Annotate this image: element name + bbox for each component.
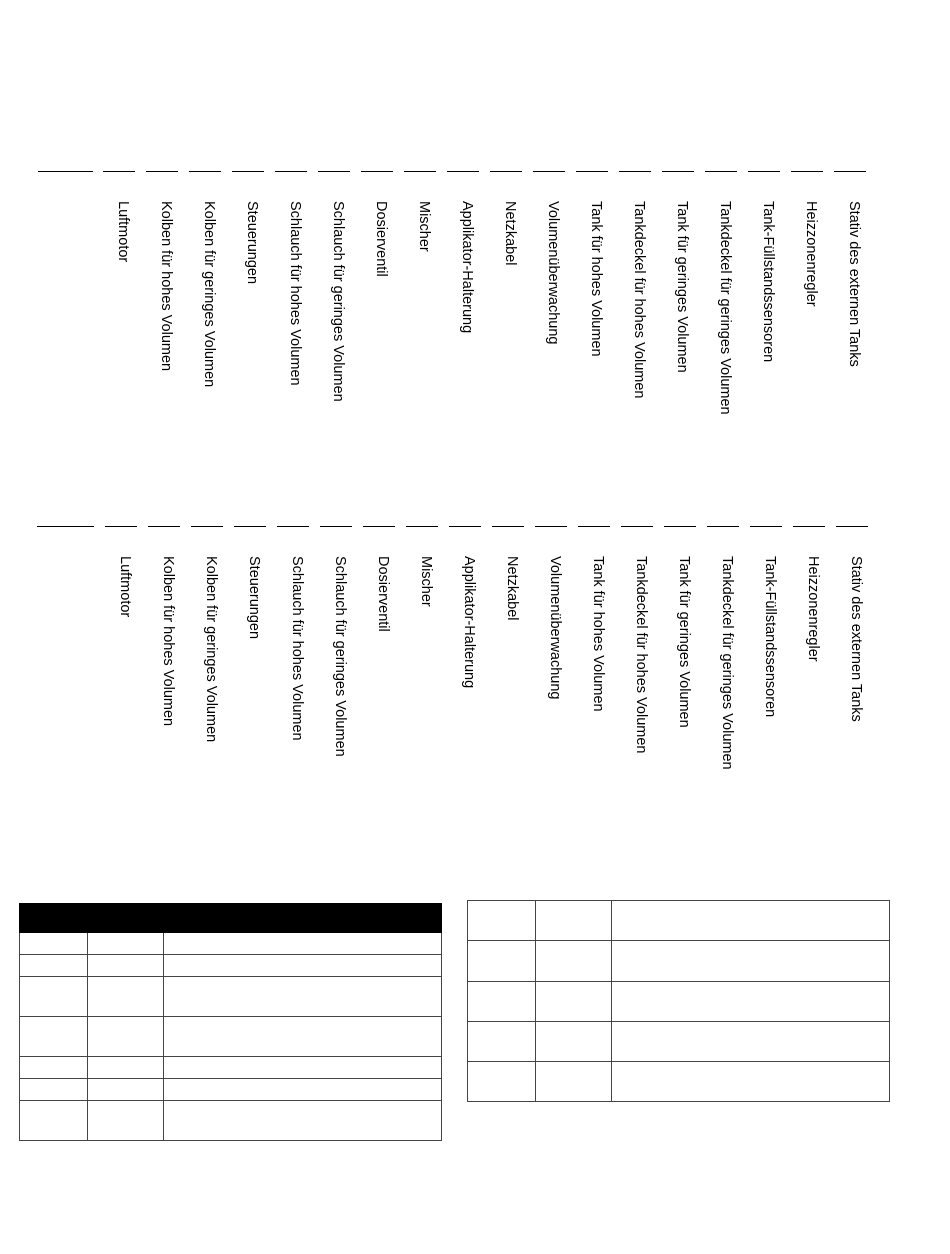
header-cell	[164, 904, 442, 933]
part-label: Schlauch für hohes Volumen	[289, 556, 305, 741]
part-label: Schlauch für geringes Volumen	[330, 201, 346, 402]
part-label: Tank für geringes Volumen	[674, 201, 690, 373]
blank-line	[447, 171, 479, 172]
blank-line	[189, 171, 221, 172]
table-cell	[88, 1079, 164, 1101]
blank-line	[834, 171, 866, 172]
blank-line	[320, 526, 352, 527]
table-cell	[88, 1101, 164, 1141]
table-cell	[20, 933, 88, 955]
part-label: Tank für hohes Volumen	[590, 556, 606, 712]
table-cell	[612, 1062, 890, 1102]
table-cell	[468, 982, 536, 1022]
table-cell	[468, 1062, 536, 1102]
table-row	[20, 955, 442, 977]
table-cell	[20, 1079, 88, 1101]
table-cell	[612, 982, 890, 1022]
part-label: Tankdeckel für geringes Volumen	[717, 201, 733, 415]
table-cell	[20, 955, 88, 977]
table-cell	[164, 1079, 442, 1101]
blank-line	[363, 526, 395, 527]
table-row	[20, 1101, 442, 1141]
part-label: Tankdeckel für hohes Volumen	[631, 201, 647, 399]
table-cell	[20, 977, 88, 1017]
part-label: Luftmotor	[115, 201, 131, 263]
blank-line	[275, 171, 307, 172]
part-label: Kolben für hohes Volumen	[160, 556, 176, 727]
table-cell	[20, 1101, 88, 1141]
table-cell	[88, 977, 164, 1017]
part-label: Heizzonenregler	[803, 201, 819, 307]
blank-line	[318, 171, 350, 172]
blank-line	[191, 526, 223, 527]
table-cell	[536, 1062, 612, 1102]
blank-line	[578, 526, 610, 527]
blank-line	[748, 171, 780, 172]
table-cell	[20, 1057, 88, 1079]
part-label: Mischer	[416, 201, 432, 252]
part-label: Tank-Füllstandssensoren	[762, 556, 778, 718]
empty-table-right	[467, 900, 890, 1102]
part-label: Dosierventil	[373, 201, 389, 277]
table-cell	[468, 1022, 536, 1062]
table-row	[20, 933, 442, 955]
table-row	[468, 982, 890, 1022]
part-label: Kolben für geringes Volumen	[203, 556, 219, 743]
table-cell	[164, 1057, 442, 1079]
table-row	[468, 901, 890, 941]
part-label: Netzkabel	[502, 201, 518, 266]
blank-line	[361, 171, 393, 172]
part-label: Applikator-Halterung	[459, 201, 475, 334]
part-label: Volumenüberwachung	[545, 201, 561, 345]
rotated-parts-list-bottom	[0, 355, 950, 875]
blank-line	[576, 171, 608, 172]
part-label: Kolben für hohes Volumen	[158, 201, 174, 372]
table-cell	[88, 933, 164, 955]
header-cell	[20, 904, 88, 933]
part-label: Tank-Füllstandssensoren	[760, 201, 776, 363]
table-row	[468, 941, 890, 982]
blank-line	[664, 526, 696, 527]
blank-line	[37, 526, 94, 527]
part-label: Luftmotor	[117, 556, 133, 618]
empty-table-left	[19, 903, 442, 1141]
table-cell	[88, 955, 164, 977]
blank-line	[793, 526, 825, 527]
table-cell	[88, 1057, 164, 1079]
table-row	[20, 1079, 442, 1101]
table-row	[20, 977, 442, 1017]
part-label: Mischer	[418, 556, 434, 607]
part-label: Tankdeckel für hohes Volumen	[633, 556, 649, 754]
part-label: Schlauch für geringes Volumen	[332, 556, 348, 757]
part-label: Schlauch für hohes Volumen	[287, 201, 303, 386]
table-cell	[164, 1101, 442, 1141]
table-cell	[164, 955, 442, 977]
blank-line	[406, 526, 438, 527]
table-cell	[164, 933, 442, 955]
blank-line	[232, 171, 264, 172]
part-label: Netzkabel	[504, 556, 520, 621]
table-cell	[536, 941, 612, 982]
blank-line	[791, 171, 823, 172]
table-cell	[164, 1017, 442, 1057]
table-cell	[88, 1017, 164, 1057]
table-cell	[536, 901, 612, 941]
blank-line	[404, 171, 436, 172]
table-cell	[612, 941, 890, 982]
table-cell	[612, 1022, 890, 1062]
blank-line	[619, 171, 651, 172]
part-label: Kolben für geringes Volumen	[201, 201, 217, 388]
blank-line	[146, 171, 178, 172]
blank-line	[492, 526, 524, 527]
part-label: Tankdeckel für geringes Volumen	[719, 556, 735, 770]
part-label: Heizzonenregler	[805, 556, 821, 662]
part-label: Tank für geringes Volumen	[676, 556, 692, 728]
part-label: Dosierventil	[375, 556, 391, 632]
header-cell	[88, 904, 164, 933]
part-label: Volumenüberwachung	[547, 556, 563, 700]
table-row	[468, 1022, 890, 1062]
part-label: Stativ des externen Tanks	[848, 556, 864, 722]
blank-line	[750, 526, 782, 527]
blank-line	[105, 526, 137, 527]
table-row	[20, 1017, 442, 1057]
blank-line	[707, 526, 739, 527]
blank-line	[277, 526, 309, 527]
table-cell	[536, 982, 612, 1022]
part-label: Applikator-Halterung	[461, 556, 477, 689]
table-cell	[468, 941, 536, 982]
blank-line	[490, 171, 522, 172]
table-cell	[164, 977, 442, 1017]
blank-line	[535, 526, 567, 527]
table-header-row	[20, 904, 442, 933]
part-label: Steuerungen	[244, 201, 260, 285]
blank-line	[234, 526, 266, 527]
table-cell	[536, 1022, 612, 1062]
table-cell	[468, 901, 536, 941]
blank-line	[836, 526, 868, 527]
blank-line	[662, 171, 694, 172]
blank-line	[621, 526, 653, 527]
blank-line	[705, 171, 737, 172]
table-row	[20, 1057, 442, 1079]
part-label: Stativ des externen Tanks	[846, 201, 862, 367]
blank-line	[449, 526, 481, 527]
table-cell	[20, 1017, 88, 1057]
blank-line	[148, 526, 180, 527]
blank-line	[533, 171, 565, 172]
blank-line	[103, 171, 135, 172]
part-label: Tank für hohes Volumen	[588, 201, 604, 357]
table-cell	[612, 901, 890, 941]
part-label: Steuerungen	[246, 556, 262, 640]
blank-line	[38, 171, 93, 172]
table-row	[468, 1062, 890, 1102]
